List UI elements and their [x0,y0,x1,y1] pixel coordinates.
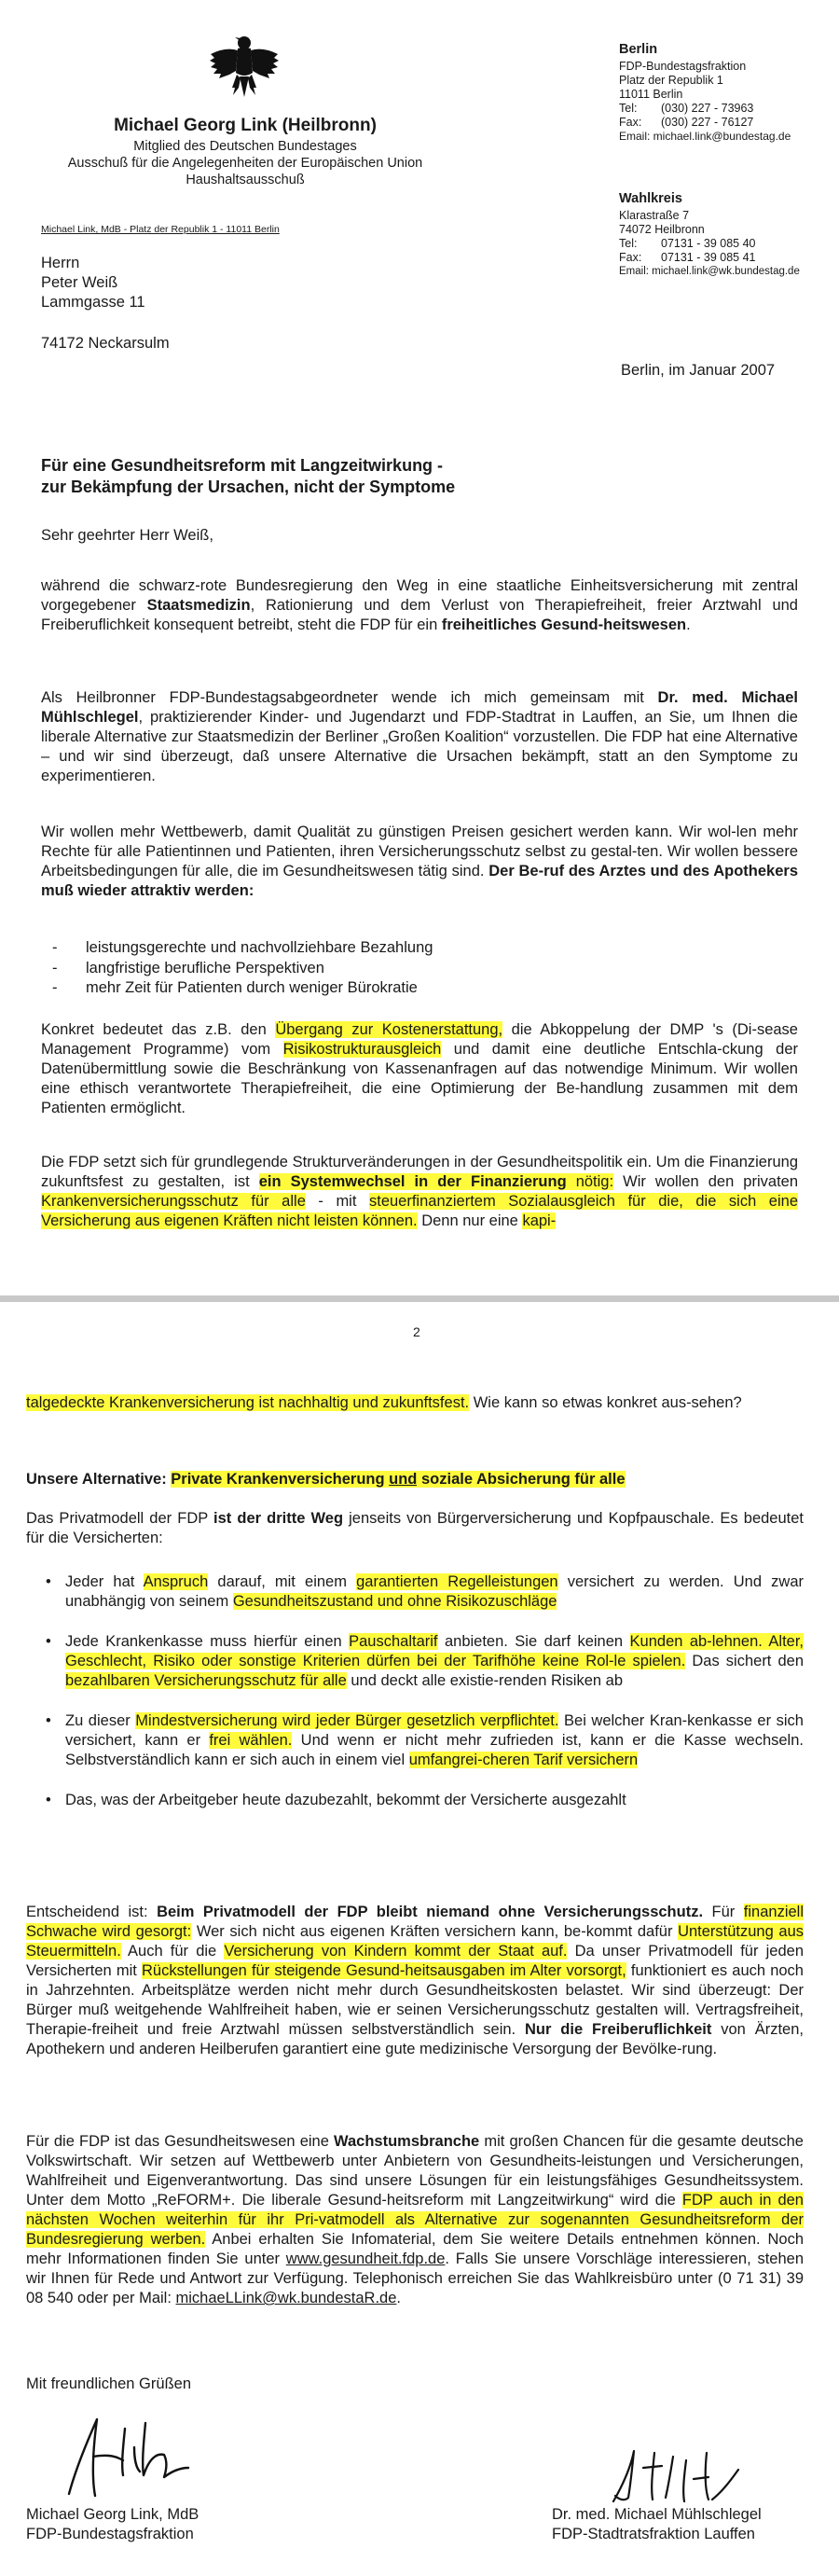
signer-2-org: FDP-Stadtratsfraktion Lauffen [552,2526,755,2542]
b1-highlight-anspruch: Anspruch [143,1573,209,1590]
subject-line-1: Für eine Gesundheitsreform mit Langzeitwirkung - [41,456,444,475]
p5-highlight-kapi: kapi- [522,1212,557,1229]
p5-text-d: Wir wollen den privaten [613,1173,799,1190]
p7-text-c: jenseits von Bürgerversicherung und Kopfpauschale. Es bedeutet für die Versicherten: [26,1510,804,1546]
berlin-line-2: Platz der Republik 1 [619,74,723,87]
page-separator [0,1295,839,1302]
closing: Mit freundlichen Grüßen [26,2375,191,2392]
email-link[interactable]: michaeLLink@wk.bundestaR.de [175,2290,397,2306]
paragraph-2 [41,688,798,786]
recipient-salutation: Herrn [41,255,80,271]
p7-bold-dritte-weg: ist der dritte Weg [213,1510,344,1527]
alt-heading-highlight-1: Private Krankenversicherung [171,1471,390,1488]
p8-highlight-rueckstellungen: Rückstellungen für steigende Gesund-heitsausgaben im Alter vorsorgt, [142,1962,626,1979]
p3-text-a: Wir wollen mehr Wettbewerb, damit Qualität zu günstigen Preisen gesichert werden kann. Wir wol-len mehr Rechte für alle Patientinnen und Patienten, ihren Versicherungsschutz selbst zu gestal-ten. Wir wollen bessere Arbeitsbedingungen für alle, die im Gesundheitswesen tätig sind. [41,824,798,879]
p1-bold-staatsmedizin: Staatsmedizin [146,597,251,614]
list-item [34,1572,804,1612]
paragraph-9 [26,2132,804,2308]
p8-bold-freiberuflichkeit: Nur die Freiberuflichkeit [525,2021,712,2038]
recipient-street: Lammgasse 11 [41,294,145,311]
paragraph-7 [26,1509,804,1548]
wahlkreis-tel: 07131 - 39 085 40 [661,237,756,250]
p9-text-e: Anbei erhalten Sie Infomaterial, dem Sie weitere Details entnehmen können. Noch mehr Informationen finden Sie unter [26,2231,804,2267]
wahlkreis-line-1: Klarastraße 7 [619,209,690,222]
p7-text-a: Das Privatmodell der FDP [26,1510,214,1527]
b3-highlight-umfangreicher: umfangrei-cheren Tarif versichern [408,1752,639,1768]
p5-highlight-sozialausgleich: steuerfinanziertem Sozialausgleich für die, die sich eine Versicherung aus eigenen Kräften nicht leisten können. [41,1193,798,1229]
p9-text-i: . [396,2290,401,2306]
berlin-email: Email: michael.link@bundestag.de [619,130,791,143]
p1-text-a: während die schwarz-rote Bundesregierung den Weg in eine staatliche Einheitsversicherung mit zentral vorgegebener [41,577,798,614]
p4-text-e: und damit eine deutliche Entschla-ckung der Datenübermittlung sowie die Beschränkung von Kassenanfragen auf das notwendige Minimum. Wir wollen eine ethisch verantwortete Therapiefreiheit, die eine Optimierung der Be-handlung zusammen mit dem Patienten ermöglicht. [41,1041,798,1116]
p8-text-e: Wer sich nicht aus eigenen Kräften versichern kann, be-kommt dafür [191,1923,679,1940]
p5-text-a: Die FDP setzt sich für grundlegende Strukturveränderungen in der Gesundheitspolitik ein. Um die Finanzierung zukunftsfest zu gestalten, ist [41,1154,798,1190]
signature-link [48,2410,207,2503]
list-item: - langfristige berufliche Perspektiven [41,959,787,979]
paragraph-4 [41,1020,798,1118]
berlin-line-1: FDP-Bundestagsfraktion [619,60,747,73]
p8-text-g: Auch für die [120,1943,225,1960]
p9-highlight-werben: FDP auch in den nächsten Wochen weiterhin für ihr Pri-vatmodell als Alternative zur sogenannten Gesundheitsreform der Bundesregierung werben. [26,2192,804,2248]
sender-position-2: Ausschuß für die Angelegenheiten der Europäischen Union [67,156,423,171]
alternative-heading [26,1470,804,1489]
return-address: Michael Link, MdB - Platz der Republik 1 - 11011 Berlin [41,224,280,235]
b1-highlight-gesundheitszustand: Gesundheitszustand und ohne Risikozuschläge [232,1593,557,1610]
p5-text-f: - mit [305,1193,369,1210]
p5-highlight-noetig: nötig: [566,1173,614,1190]
paragraph-8 [26,1903,804,2059]
b3-text-e: Und wenn er nicht mehr zufrieden ist, kann er die Kasse wechseln. Selbstverständlich kann er sich auch in einem viel [65,1732,804,1768]
p9-text-g: . Falls Sie unsere Vorschläge interessieren, stehen wir Ihnen für Rede und Antwort zur Verfügung. Telephonisch erreichen Sie das Wahlkreisbüro unter (0 71 31) 39 08 540 oder per Mail: [26,2251,804,2306]
sender-position-3: Haushaltsausschuß [186,173,305,187]
federal-eagle-logo [207,30,282,104]
greeting: Sehr geehrter Herr Weiß, [41,527,213,544]
list-item: - mehr Zeit für Patienten durch weniger Bürokratie [41,978,787,999]
wahlkreis-fax-label: Fax: [619,251,642,264]
b2-text-g: und deckt alle existie-renden Risiken ab [346,1672,624,1689]
p4-text-c: die Abkoppelung der DMP 's (Di-sease Management Programme) vom [41,1021,798,1058]
signature-muehlschlegel [597,2442,755,2509]
p4-text-a: Konkret bedeutet das z.B. den [41,1021,276,1038]
p1-text-e: . [686,616,691,633]
p4-highlight-risiko: Risikostrukturausgleich [282,1041,442,1058]
b2-highlight-kunden: Kunden ab-lehnen. Alter, Geschlecht, Risiko oder sonstige Kriterien dürfen bei der Tarifhöhe keine Rol-le spielen. [65,1633,804,1669]
signer-1-name: Michael Georg Link, MdB [26,2506,199,2523]
p4-highlight-kostenerstattung: Übergang zur Kostenerstattung, [275,1021,503,1038]
p8-text-m: von Ärzten, Apothekern und anderen Heilberufen garantiert eine gute medizinische Versorgung der Bevölke-rung. [26,2021,804,2057]
p5-highlight-kv-schutz: Krankenversicherungsschutz für alle [41,1193,306,1210]
sender-name: Michael Georg Link (Heilbronn) [114,116,377,135]
wahlkreis-line-2: 74072 Heilbronn [619,223,705,236]
p8-highlight-kinder: Versicherung von Kindern kommt der Staat auf. [224,1943,568,1960]
website-link[interactable]: www.gesundheit.fdp.de [285,2251,446,2267]
recipient-city: 74172 Neckarsulm [41,335,170,352]
p2-bold-name: Dr. med. Michael Mühlschlegel [41,689,798,726]
p1-bold-freiheitlich: freiheitliches Gesund-heitswesen [441,616,687,633]
p5-text-h: Denn nur eine [417,1212,523,1229]
paragraph-3 [41,823,798,901]
list-item: - leistungsgerechte und nachvollziehbare Bezahlung [41,938,787,959]
letter-date: Berlin, im Januar 2007 [621,362,776,379]
wahlkreis-office-block [619,192,833,279]
signer-1-block [26,2505,199,2544]
p6-highlight-kapitalgedeckt: talgedeckte Krankenversicherung ist nachhaltig und zukunftsfest. [26,1394,470,1411]
b3-highlight-frei-waehlen: frei wählen. [209,1732,293,1749]
paragraph-6 [26,1393,804,1413]
p6-text-b: Wie kann so etwas konkret aus-sehen? [469,1394,742,1411]
recipient-name: Peter Weiß [41,274,118,291]
p8-highlight-steuermittel: Unterstützung aus Steuermitteln. [26,1923,804,1960]
berlin-office-block [619,43,833,144]
alt-heading-a: Unsere Alternative: [26,1471,172,1488]
signer-1-org: FDP-Bundestagsfraktion [26,2526,194,2542]
b1-text-c: darauf, mit einem [208,1573,357,1590]
berlin-line-3: 11011 Berlin [619,88,683,101]
b3-text-a: Zu dieser [65,1712,136,1729]
subject-line [41,455,455,498]
berlin-tel: (030) 227 - 73963 [661,102,754,115]
p3-bold-beruf: Der Be-ruf des Arztes und des Apothekers muß wieder attraktiv werden: [41,863,798,899]
p9-bold-wachstumsbranche: Wachstumsbranche [334,2133,480,2150]
list-item [34,1711,804,1770]
p8-highlight-schwache: finanziell Schwache wird gesorgt: [26,1904,805,1940]
bullet-list [34,1572,804,1810]
signer-2-name: Dr. med. Michael Mühlschlegel [552,2506,762,2523]
paragraph-5 [41,1153,798,1231]
alt-heading-highlight-2: soziale Absicherung für alle [417,1471,626,1488]
list-item: • Das, was der Arbeitgeber heute dazubezahlt, bekommt der Versicherte ausgezahlt [34,1791,804,1810]
b2-text-a: Jede Krankenkasse muss hierfür einen [65,1633,350,1650]
b3-text-c: Bei welcher Kran-kenkasse er sich versichert, kann er [65,1712,804,1749]
p8-text-a: Entscheidend ist: [26,1904,158,1920]
berlin-fax: (030) 227 - 76127 [661,116,754,129]
sender-position-1: Mitglied des Deutschen Bundestages [133,139,357,154]
berlin-fax-label: Fax: [619,116,642,129]
b2-highlight-bezahlbar: bezahlbaren Versicherungsschutz für alle [65,1672,347,1689]
alt-heading-highlight-und: und [389,1471,418,1488]
b2-text-e: Das sichert den [685,1653,804,1669]
p8-text-i: Da unser Privatmodell für jeden Versicherten mit [26,1943,804,1979]
berlin-heading: Berlin [619,42,658,57]
recipient-address [41,254,170,353]
dash-list [41,938,787,999]
list-item [34,1632,804,1691]
p8-text-c: Für [703,1904,744,1920]
p5-highlight-systemwechsel: ein Systemwechsel in der Finanzierung [258,1173,567,1190]
wahlkreis-tel-label: Tel: [619,237,638,250]
b2-highlight-pauschaltarif: Pauschaltarif [349,1633,438,1650]
page-number: 2 [413,1324,420,1339]
wahlkreis-fax: 07131 - 39 085 41 [661,251,756,264]
paragraph-1 [41,576,798,635]
b1-highlight-regelleistungen: garantierten Regelleistungen [356,1573,558,1590]
berlin-tel-label: Tel: [619,102,638,115]
p9-text-a: Für die FDP ist das Gesundheitswesen eine [26,2133,335,2150]
b1-text-a: Jeder hat [65,1573,144,1590]
b3-highlight-mindestversicherung: Mindestversicherung wird jeder Bürger gesetzlich verpflichtet. [135,1712,559,1729]
p1-text-c: , Rationierung und dem Verlust von Therapiefreiheit, freier Arztwahl und Freiberuflichkeit konsequent betreibt, steht die FDP für ein [41,597,798,633]
p2-text-c: , praktizierender Kinder- und Jugendarzt und FDP-Stadtrat in Lauffen, an Sie, um Ihnen die liberale Alternative zur Staatsmedizin der Berliner „Großen Koalition“ vorzustellen. Die FDP hat eine Alternative – und wir sind überzeugt, daß unsere Alternative die Ursachen bekämpft, statt an den Symptome zu experimentieren. [41,709,798,784]
signer-2-block [552,2505,762,2544]
p8-bold-niemand: Beim Privatmodell der FDP bleibt niemand ohne Versicherungsschutz. [157,1904,704,1920]
wahlkreis-heading: Wahlkreis [619,191,682,206]
b2-text-c: anbieten. Sie darf keinen [437,1633,630,1650]
subject-line-2: zur Bekämpfung der Ursachen, nicht der Symptome [41,478,456,496]
b1-text-e: versichert zu werden. Und zwar unabhängig von seinem [65,1573,804,1610]
p8-text-k: funktioniert es auch noch in Jahrzehnten. Arbeitsplätze werden nicht mehr durch Gesundheitskosten belastet. Wir sind überzeugt: Der Bürger muß weitgehende Wahlfreiheit haben, wie er seinen Versicherungsschutz gestalten will. Vertragsfreiheit, Therapie-freiheit und freie Arztwahl müssen selbstverständlich sein. [26,1962,804,2038]
p9-text-c: mit großen Chancen für die gesamte deutsche Volkswirtschaft. Wir setzen auf Wettbewerb unter Anbietern von Gesundheits-leistungen und Versicherungen, Wahlfreiheit und Eigenverantwortung. Das sind unsere Lösungen für ein leistungsfähiges Gesundheitssystem. Unter dem Motto „ReFORM+. Die liberale Gesund-heitsreform mit Langzeitwirkung“ wird die [26,2133,804,2209]
p2-text-a: Als Heilbronner FDP-Bundestagsabgeordneter wende ich mich gemeinsam mit [41,689,658,706]
wahlkreis-email: Email: michael.link@wk.bundestag.de [619,266,800,277]
